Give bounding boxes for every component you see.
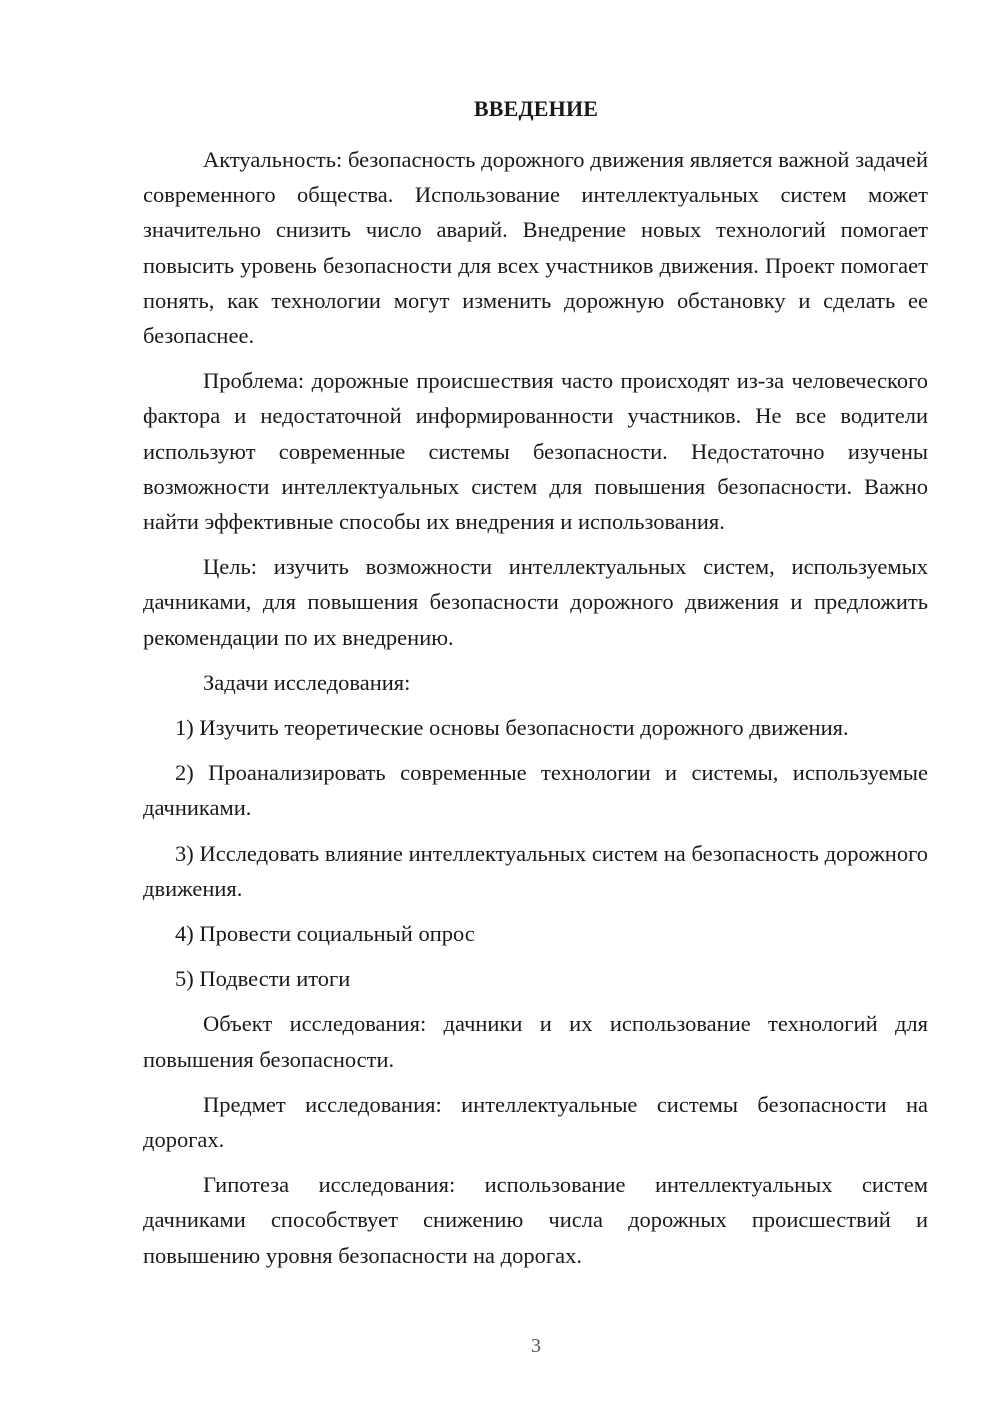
paragraph-relevance: Актуальность: безопасность дорожного движения является важной задачей современного общества. Использование интеллектуальных систем может значительно снизить число аварий. Внедрение новых технологий помогает повысить уровень безопасности для всех участников движения. Проект помогает понять, как технологии могут изменить дорожную обстановку и сделать ее безопаснее. [143, 147, 928, 349]
document-body [143, 142, 928, 1283]
task-item-4: 4) Провести социальный опрос [175, 921, 475, 947]
paragraph-problem: Проблема: дорожные происшествия часто происходят из-за человеческого фактора и недостаточной информированности участников. Не все водители используют современные системы безопасности. Недостаточно изучены возможности интеллектуальных систем для повышения безопасности. Важно найти эффективные способы их внедрения и использования. [143, 368, 928, 535]
task-item-2: 2) Проанализировать современные технологии и системы, используемые дачниками. [143, 760, 928, 821]
paragraph-object: Объект исследования: дачники и их использование технологий для повышения безопасности. [143, 1011, 928, 1072]
page-title: ВВЕДЕНИЕ [473, 96, 599, 121]
paragraph-subject: Предмет исследования: интеллектуальные системы безопасности на дорогах. [143, 1091, 928, 1153]
task-item-3: 3) Исследовать влияние интеллектуальных систем на безопасность дорожного движения. [143, 840, 928, 901]
paragraph-goal: Цель: изучить возможности интеллектуальных систем, используемых дачниками, для повышения безопасности дорожного движения и предложить рекомендации по их внедрению. [143, 554, 928, 650]
task-item-1: 1) Изучить теоретические основы безопасности дорожного движения. [175, 715, 849, 741]
task-item-5: 5) Подвести итоги [175, 966, 351, 992]
page-number: 3 [531, 1335, 541, 1357]
paragraph-hypothesis: Гипотеза исследования: использование интеллектуальных систем дачниками способствует снижению числа дорожных происшествий и повышению уровня безопасности на дорогах. [143, 1172, 928, 1268]
paragraph-tasks-heading: Задачи исследования: [203, 669, 411, 695]
